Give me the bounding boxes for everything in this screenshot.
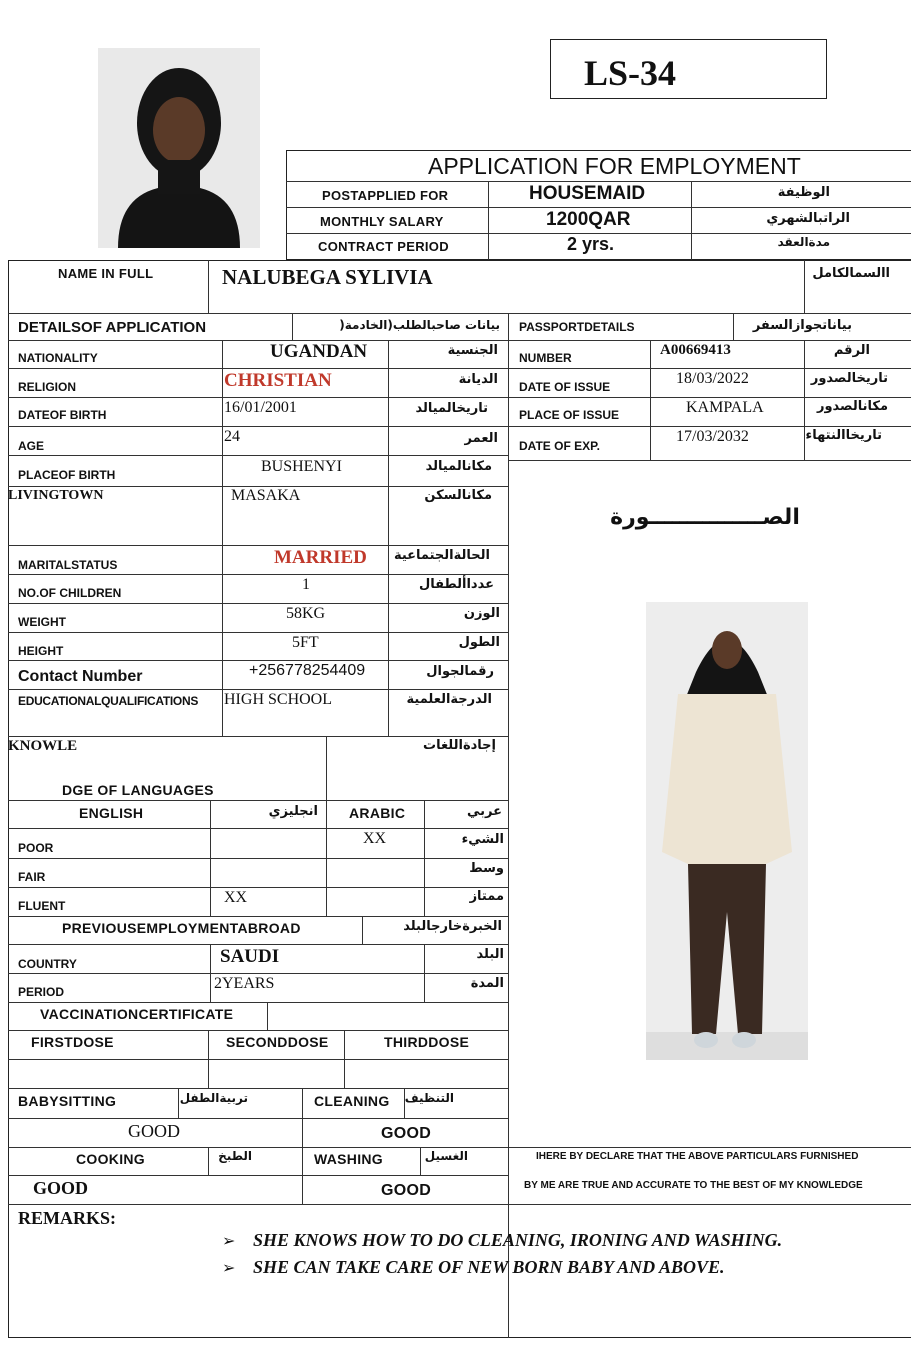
contact-value: +256778254409 [249, 662, 366, 679]
babysitting-label: BABYSITTING [18, 1093, 117, 1109]
country-ar: البلد [476, 947, 504, 962]
religion-ar: الديانة [458, 372, 498, 387]
vaccination-label: VACCINATIONCERTIFICATE [40, 1006, 234, 1022]
salary-ar: الراتبالشهري [766, 211, 850, 226]
country-label: COUNTRY [18, 957, 77, 971]
details-ar: بيانات صاحبالطلب(الخادمة( [339, 318, 500, 332]
fair-ar: وسط [469, 861, 504, 876]
children-value: 1 [302, 576, 310, 593]
pob-value: BUSHENYI [261, 458, 342, 475]
period-value: 2YEARS [214, 975, 275, 992]
marital-label: MARITALSTATUS [18, 558, 118, 572]
remark-bullet-2: ➢ [222, 1260, 236, 1277]
weight-ar: الوزن [463, 606, 500, 621]
post-label: POSTAPPLIED FOR [322, 188, 449, 203]
babysitting-ar: تربيةالطفل [179, 1091, 248, 1105]
name-label: NAME IN FULL [58, 266, 154, 281]
remark-2: SHE CAN TAKE CARE OF NEW BORN BABY AND ABOVE. [253, 1257, 725, 1277]
religion-label: RELIGION [18, 380, 77, 394]
expiry-ar: تاريخاالنتهاء [805, 428, 882, 443]
contact-ar: رقمالجوال [426, 664, 494, 679]
previous-ar: الخبرةخارجالبلد [403, 919, 502, 934]
poor-ar: الشيء [461, 832, 504, 847]
issue-place-label: PLACE OF ISSUE [519, 408, 620, 422]
cleaning-value: GOOD [381, 1125, 432, 1142]
first-dose-value [24, 1062, 184, 1082]
expiry-value: 17/03/2032 [676, 428, 749, 445]
dob-ar: تاريخالميالد [415, 401, 488, 416]
fair-label: FAIR [18, 870, 46, 884]
livingtown-label: LIVINGTOWN [8, 488, 104, 503]
weight-value: 58KG [286, 605, 326, 622]
expiry-label: DATE OF EXP. [519, 439, 600, 453]
cleaning-ar: التنظيف [404, 1091, 454, 1105]
age-ar: العمر [464, 431, 498, 446]
height-label: HEIGHT [18, 644, 64, 658]
education-value: HIGH SCHOOL [224, 691, 332, 708]
children-ar: عدداألطفال [418, 577, 494, 592]
poor-arabic: XX [363, 830, 387, 847]
height-value: 5FT [292, 634, 319, 651]
arabic-header-ar: عربي [466, 804, 502, 819]
dob-value: 16/01/2001 [224, 399, 297, 416]
nationality-value: UGANDAN [270, 341, 368, 362]
marital-value: MARRIED [274, 547, 367, 568]
english-header: ENGLISH [79, 805, 144, 821]
fluent-label: FLUENT [18, 899, 66, 913]
washing-value: GOOD [381, 1182, 432, 1199]
poor-label: POOR [18, 841, 54, 855]
children-label: NO.OF CHILDREN [18, 586, 122, 600]
cleaning-label: CLEANING [314, 1093, 390, 1109]
livingtown-value: MASAKA [231, 487, 301, 504]
period-ar: المدة [470, 976, 504, 991]
passport-number-ar: الرقم [833, 343, 870, 358]
religion-value: CHRISTIAN [224, 370, 332, 391]
passport-number-value: A00669413 [660, 342, 731, 358]
age-value: 24 [224, 428, 240, 445]
cooking-label: COOKING [76, 1151, 145, 1167]
salary-label: MONTHLY SALARY [320, 214, 444, 229]
details-label: DETAILSOF APPLICATION [18, 319, 207, 336]
babysitting-value: GOOD [128, 1121, 180, 1141]
arabic-header: ARABIC [349, 805, 406, 821]
issue-place-ar: مكانالصدور [816, 399, 888, 414]
washing-label: WASHING [314, 1151, 383, 1167]
languages-label-a: KNOWLE [8, 738, 78, 754]
passport-number-label: NUMBER [519, 351, 572, 365]
languages-label-b: DGE OF LANGUAGES [62, 782, 214, 798]
fluent-english: XX [224, 889, 248, 906]
english-header-ar: انجليزي [268, 804, 318, 819]
dob-label: DATEOF BIRTH [18, 408, 107, 422]
portrait-photo [98, 48, 260, 248]
cooking-value: GOOD [33, 1178, 89, 1198]
contact-label: Contact Number [18, 668, 143, 685]
previous-label: PREVIOUSEMPLOYMENTABROAD [62, 920, 301, 936]
period-label: PERIOD [18, 985, 65, 999]
education-ar: الدرجةالعلمية [406, 692, 492, 707]
languages-ar: إجادةاللغات [423, 738, 496, 753]
pob-ar: مكانالميالد [425, 459, 492, 474]
declaration-line1: IHERE BY DECLARE THAT THE ABOVE PARTICULARS FURNISHED [536, 1151, 859, 1162]
passport-ar: بياناتجوازالسفر [752, 318, 852, 333]
name-value: NALUBEGA SYLIVIA [222, 265, 433, 289]
remarks-label: REMARKS: [18, 1208, 116, 1228]
country-value: SAUDI [220, 946, 280, 967]
contract-label: CONTRACT PERIOD [318, 239, 449, 254]
weight-label: WEIGHT [18, 615, 66, 629]
passport-label: PASSPORTDETAILS [519, 320, 635, 334]
height-ar: الطول [458, 635, 500, 650]
photo-label-ar: الصـــــــــــــــورة [610, 505, 800, 530]
education-label: EDUCATIONALQUALIFICATIONS [18, 694, 199, 708]
name-ar: االسمالكامل [812, 266, 890, 281]
salary-value: 1200QAR [546, 209, 631, 230]
washing-ar: الغسيل [424, 1149, 468, 1163]
post-value: HOUSEMAID [529, 183, 646, 204]
issue-date-label: DATE OF ISSUE [519, 380, 611, 394]
form-code: LS-34 [584, 53, 677, 93]
contract-ar: مدةالعقد [777, 235, 830, 249]
first-dose-label: FIRSTDOSE [31, 1034, 114, 1050]
issue-date-value: 18/03/2022 [676, 370, 749, 387]
nationality-ar: الجنسية [447, 343, 498, 358]
post-ar: الوظيفة [777, 185, 830, 200]
cooking-ar: الطبخ [218, 1149, 252, 1163]
declaration-line2: BY ME ARE TRUE AND ACCURATE TO THE BEST OF MY KNOWLEDGE [524, 1180, 863, 1191]
second-dose-label: SECONDDOSE [226, 1034, 329, 1050]
full-length-photo [646, 602, 808, 1060]
remark-1: SHE KNOWS HOW TO DO CLEANING, IRONING AND WASHING. [253, 1230, 783, 1250]
contract-value: 2 yrs. [567, 234, 615, 254]
form-title: APPLICATION FOR EMPLOYMENT [428, 153, 801, 179]
pob-label: PLACEOF BIRTH [18, 468, 116, 482]
livingtown-ar: مكانالسكن [424, 488, 492, 503]
fluent-ar: ممتاز [469, 889, 504, 904]
issue-date-ar: تاريخالصدور [810, 371, 888, 386]
issue-place-value: KAMPALA [686, 399, 764, 416]
age-label: AGE [18, 439, 45, 453]
marital-ar: الحالةالجتماعية [393, 548, 490, 563]
third-dose-label: THIRDDOSE [384, 1034, 470, 1050]
remark-bullet-1: ➢ [222, 1233, 236, 1250]
nationality-label: NATIONALITY [18, 351, 98, 365]
